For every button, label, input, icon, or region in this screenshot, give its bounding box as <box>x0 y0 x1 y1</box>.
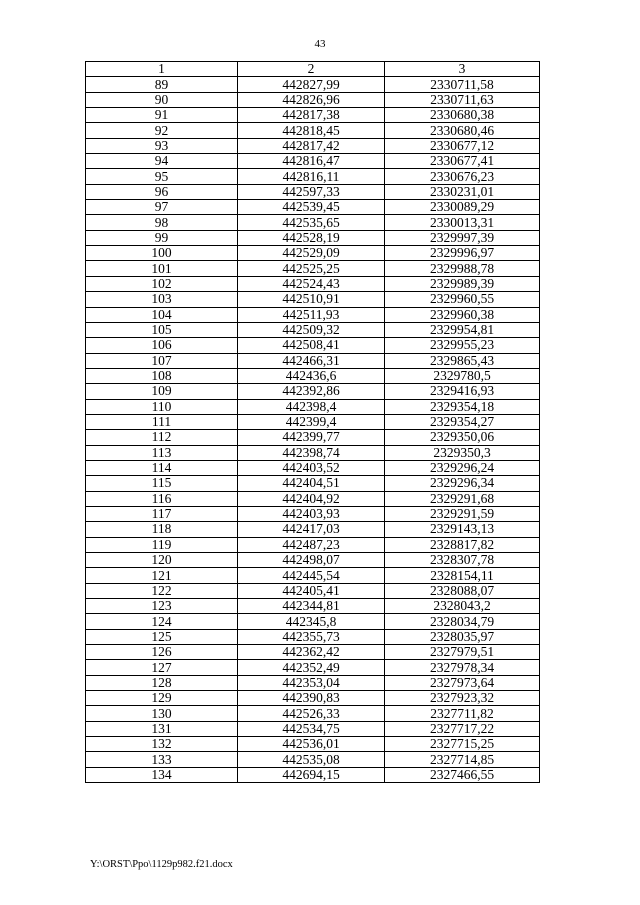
x-coordinate-cell: 442535,08 <box>238 752 385 767</box>
point-number-cell: 94 <box>86 154 238 169</box>
point-number-cell: 103 <box>86 292 238 307</box>
y-coordinate-cell: 2327979,51 <box>385 645 540 660</box>
x-coordinate-cell: 442362,42 <box>238 645 385 660</box>
table-row <box>86 430 540 445</box>
table-row <box>86 200 540 215</box>
point-number-cell: 120 <box>86 553 238 568</box>
x-coordinate-cell: 442817,42 <box>238 138 385 153</box>
y-coordinate-cell: 2329960,38 <box>385 307 540 322</box>
point-number-cell: 107 <box>86 353 238 368</box>
x-coordinate-cell: 442526,33 <box>238 706 385 721</box>
point-number-cell: 134 <box>86 767 238 782</box>
x-coordinate-cell: 442529,09 <box>238 246 385 261</box>
y-coordinate-cell: 2327714,85 <box>385 752 540 767</box>
table-row <box>86 660 540 675</box>
column-header-3: 3 <box>385 62 540 77</box>
point-number-cell: 132 <box>86 737 238 752</box>
coordinates-table <box>85 61 540 783</box>
table-row <box>86 399 540 414</box>
table-row <box>86 307 540 322</box>
y-coordinate-cell: 2330013,31 <box>385 215 540 230</box>
table-row <box>86 445 540 460</box>
table-row <box>86 414 540 429</box>
table-row <box>86 384 540 399</box>
point-number-cell: 126 <box>86 645 238 660</box>
point-number-cell: 92 <box>86 123 238 138</box>
point-number-cell: 97 <box>86 200 238 215</box>
y-coordinate-cell: 2327973,64 <box>385 675 540 690</box>
x-coordinate-cell: 442404,51 <box>238 476 385 491</box>
x-coordinate-cell: 442399,4 <box>238 414 385 429</box>
y-coordinate-cell: 2329996,97 <box>385 246 540 261</box>
x-coordinate-cell: 442345,8 <box>238 614 385 629</box>
y-coordinate-cell: 2329960,55 <box>385 292 540 307</box>
point-number-cell: 102 <box>86 276 238 291</box>
table-row <box>86 123 540 138</box>
point-number-cell: 96 <box>86 184 238 199</box>
column-header-2: 2 <box>238 62 385 77</box>
point-number-cell: 91 <box>86 108 238 123</box>
x-coordinate-cell: 442392,86 <box>238 384 385 399</box>
table-row <box>86 491 540 506</box>
table-row <box>86 767 540 782</box>
table-row <box>86 169 540 184</box>
point-number-cell: 98 <box>86 215 238 230</box>
table-row <box>86 138 540 153</box>
y-coordinate-cell: 2329291,59 <box>385 506 540 521</box>
table-row <box>86 706 540 721</box>
x-coordinate-cell: 442353,04 <box>238 675 385 690</box>
point-number-cell: 115 <box>86 476 238 491</box>
x-coordinate-cell: 442398,4 <box>238 399 385 414</box>
y-coordinate-cell: 2328035,97 <box>385 629 540 644</box>
x-coordinate-cell: 442535,65 <box>238 215 385 230</box>
point-number-cell: 100 <box>86 246 238 261</box>
table-row <box>86 215 540 230</box>
y-coordinate-cell: 2329143,13 <box>385 522 540 537</box>
x-coordinate-cell: 442817,38 <box>238 108 385 123</box>
point-number-cell: 90 <box>86 92 238 107</box>
y-coordinate-cell: 2330680,46 <box>385 123 540 138</box>
x-coordinate-cell: 442827,99 <box>238 77 385 92</box>
x-coordinate-cell: 442511,93 <box>238 307 385 322</box>
y-coordinate-cell: 2330677,41 <box>385 154 540 169</box>
y-coordinate-cell: 2327978,34 <box>385 660 540 675</box>
point-number-cell: 113 <box>86 445 238 460</box>
y-coordinate-cell: 2329350,3 <box>385 445 540 460</box>
point-number-cell: 131 <box>86 721 238 736</box>
x-coordinate-cell: 442525,25 <box>238 261 385 276</box>
y-coordinate-cell: 2329865,43 <box>385 353 540 368</box>
y-coordinate-cell: 2329416,93 <box>385 384 540 399</box>
table-row <box>86 537 540 552</box>
x-coordinate-cell: 442816,47 <box>238 154 385 169</box>
table-row <box>86 476 540 491</box>
point-number-cell: 101 <box>86 261 238 276</box>
y-coordinate-cell: 2327715,25 <box>385 737 540 752</box>
y-coordinate-cell: 2329780,5 <box>385 368 540 383</box>
y-coordinate-cell: 2329988,78 <box>385 261 540 276</box>
point-number-cell: 105 <box>86 322 238 337</box>
footer-file-path: Y:\ORST\Ppo\1129p982.f21.docx <box>90 859 233 870</box>
point-number-cell: 104 <box>86 307 238 322</box>
y-coordinate-cell: 2328043,2 <box>385 599 540 614</box>
x-coordinate-cell: 442528,19 <box>238 230 385 245</box>
x-coordinate-cell: 442510,91 <box>238 292 385 307</box>
y-coordinate-cell: 2330711,58 <box>385 77 540 92</box>
point-number-cell: 127 <box>86 660 238 675</box>
table-row <box>86 108 540 123</box>
x-coordinate-cell: 442404,92 <box>238 491 385 506</box>
y-coordinate-cell: 2330711,63 <box>385 92 540 107</box>
y-coordinate-cell: 2329354,27 <box>385 414 540 429</box>
x-coordinate-cell: 442826,96 <box>238 92 385 107</box>
point-number-cell: 109 <box>86 384 238 399</box>
point-number-cell: 133 <box>86 752 238 767</box>
x-coordinate-cell: 442524,43 <box>238 276 385 291</box>
point-number-cell: 121 <box>86 568 238 583</box>
y-coordinate-cell: 2328034,79 <box>385 614 540 629</box>
table-row <box>86 691 540 706</box>
table-row <box>86 752 540 767</box>
table-row <box>86 246 540 261</box>
x-coordinate-cell: 442597,33 <box>238 184 385 199</box>
x-coordinate-cell: 442398,74 <box>238 445 385 460</box>
y-coordinate-cell: 2328154,11 <box>385 568 540 583</box>
y-coordinate-cell: 2329955,23 <box>385 338 540 353</box>
y-coordinate-cell: 2327717,22 <box>385 721 540 736</box>
table-row <box>86 368 540 383</box>
table-row <box>86 629 540 644</box>
y-coordinate-cell: 2330676,23 <box>385 169 540 184</box>
x-coordinate-cell: 442466,31 <box>238 353 385 368</box>
table-row <box>86 338 540 353</box>
x-coordinate-cell: 442508,41 <box>238 338 385 353</box>
table-row <box>86 230 540 245</box>
table-row <box>86 154 540 169</box>
y-coordinate-cell: 2330680,38 <box>385 108 540 123</box>
point-number-cell: 116 <box>86 491 238 506</box>
x-coordinate-cell: 442403,52 <box>238 460 385 475</box>
table-row <box>86 522 540 537</box>
x-coordinate-cell: 442355,73 <box>238 629 385 644</box>
table-row <box>86 737 540 752</box>
y-coordinate-cell: 2329989,39 <box>385 276 540 291</box>
y-coordinate-cell: 2328817,82 <box>385 537 540 552</box>
point-number-cell: 110 <box>86 399 238 414</box>
x-coordinate-cell: 442818,45 <box>238 123 385 138</box>
point-number-cell: 114 <box>86 460 238 475</box>
x-coordinate-cell: 442487,23 <box>238 537 385 552</box>
x-coordinate-cell: 442405,41 <box>238 583 385 598</box>
table-row <box>86 276 540 291</box>
x-coordinate-cell: 442390,83 <box>238 691 385 706</box>
table-row <box>86 292 540 307</box>
y-coordinate-cell: 2329296,34 <box>385 476 540 491</box>
point-number-cell: 123 <box>86 599 238 614</box>
point-number-cell: 117 <box>86 506 238 521</box>
table-header-row <box>86 62 540 77</box>
point-number-cell: 111 <box>86 414 238 429</box>
point-number-cell: 129 <box>86 691 238 706</box>
point-number-cell: 93 <box>86 138 238 153</box>
table-row <box>86 675 540 690</box>
table-row <box>86 568 540 583</box>
point-number-cell: 99 <box>86 230 238 245</box>
y-coordinate-cell: 2328088,07 <box>385 583 540 598</box>
y-coordinate-cell: 2327711,82 <box>385 706 540 721</box>
y-coordinate-cell: 2329354,18 <box>385 399 540 414</box>
x-coordinate-cell: 442539,45 <box>238 200 385 215</box>
x-coordinate-cell: 442352,49 <box>238 660 385 675</box>
y-coordinate-cell: 2329954,81 <box>385 322 540 337</box>
point-number-cell: 106 <box>86 338 238 353</box>
table-row <box>86 92 540 107</box>
x-coordinate-cell: 442403,93 <box>238 506 385 521</box>
y-coordinate-cell: 2329997,39 <box>385 230 540 245</box>
y-coordinate-cell: 2330231,01 <box>385 184 540 199</box>
point-number-cell: 130 <box>86 706 238 721</box>
page-number: 43 <box>314 38 326 50</box>
point-number-cell: 112 <box>86 430 238 445</box>
table-body <box>86 77 540 783</box>
point-number-cell: 122 <box>86 583 238 598</box>
table-row <box>86 614 540 629</box>
x-coordinate-cell: 442534,75 <box>238 721 385 736</box>
table-row <box>86 553 540 568</box>
x-coordinate-cell: 442816,11 <box>238 169 385 184</box>
x-coordinate-cell: 442399,77 <box>238 430 385 445</box>
y-coordinate-cell: 2330089,29 <box>385 200 540 215</box>
x-coordinate-cell: 442436,6 <box>238 368 385 383</box>
table-row <box>86 645 540 660</box>
point-number-cell: 128 <box>86 675 238 690</box>
table-row <box>86 353 540 368</box>
table-row <box>86 77 540 92</box>
y-coordinate-cell: 2329350,06 <box>385 430 540 445</box>
point-number-cell: 108 <box>86 368 238 383</box>
table-row <box>86 583 540 598</box>
y-coordinate-cell: 2327923,32 <box>385 691 540 706</box>
table-row <box>86 322 540 337</box>
table-row <box>86 184 540 199</box>
x-coordinate-cell: 442417,03 <box>238 522 385 537</box>
x-coordinate-cell: 442509,32 <box>238 322 385 337</box>
y-coordinate-cell: 2329291,68 <box>385 491 540 506</box>
x-coordinate-cell: 442694,15 <box>238 767 385 782</box>
x-coordinate-cell: 442536,01 <box>238 737 385 752</box>
point-number-cell: 124 <box>86 614 238 629</box>
y-coordinate-cell: 2329296,24 <box>385 460 540 475</box>
table-row <box>86 460 540 475</box>
table-row <box>86 506 540 521</box>
y-coordinate-cell: 2330677,12 <box>385 138 540 153</box>
x-coordinate-cell: 442445,54 <box>238 568 385 583</box>
point-number-cell: 95 <box>86 169 238 184</box>
y-coordinate-cell: 2328307,78 <box>385 553 540 568</box>
point-number-cell: 119 <box>86 537 238 552</box>
x-coordinate-cell: 442344,81 <box>238 599 385 614</box>
x-coordinate-cell: 442498,07 <box>238 553 385 568</box>
y-coordinate-cell: 2327466,55 <box>385 767 540 782</box>
table-row <box>86 261 540 276</box>
point-number-cell: 89 <box>86 77 238 92</box>
table-row <box>86 721 540 736</box>
point-number-cell: 125 <box>86 629 238 644</box>
column-header-1: 1 <box>86 62 238 77</box>
point-number-cell: 118 <box>86 522 238 537</box>
table-row <box>86 599 540 614</box>
